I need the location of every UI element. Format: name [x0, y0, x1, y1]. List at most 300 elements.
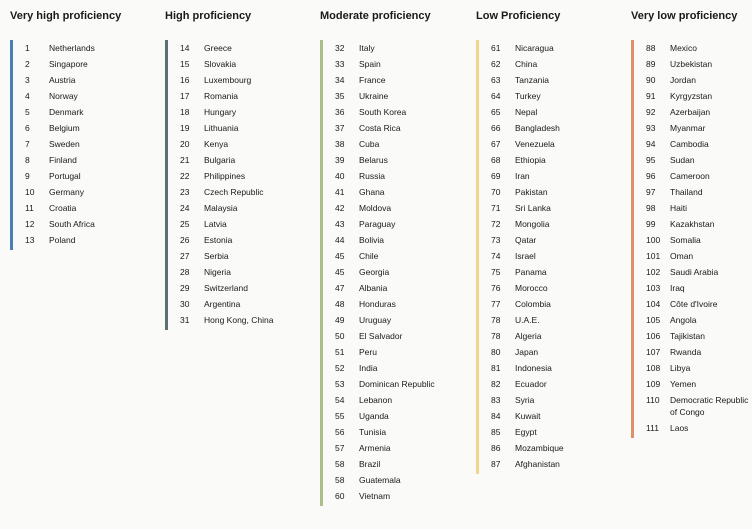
country-name: Brazil [359, 459, 381, 469]
country-name: Malaysia [204, 203, 238, 213]
country-name: Iraq [670, 283, 685, 293]
country-name: Finland [49, 155, 77, 165]
band-color-bar [631, 40, 634, 438]
country-name: Kuwait [515, 411, 541, 421]
country-name: Japan [515, 347, 539, 357]
rank-number: 104 [646, 299, 661, 309]
country-name: Israel [515, 251, 536, 261]
rank-number: 91 [646, 91, 656, 101]
country-name: Thailand [670, 187, 703, 197]
country-row [646, 330, 752, 342]
country-name: Rwanda [670, 347, 702, 357]
country-row [180, 186, 286, 198]
rank-number: 96 [646, 171, 656, 181]
country-name: Albania [359, 283, 388, 293]
country-name: Greece [204, 43, 232, 53]
country-name: Chile [359, 251, 379, 261]
country-row [491, 234, 597, 246]
country-row [335, 330, 441, 342]
country-name: Pakistan [515, 187, 548, 197]
country-row [491, 218, 597, 230]
country-row [180, 154, 286, 166]
country-name: Cuba [359, 139, 380, 149]
rank-number: 84 [491, 411, 501, 421]
column-title: Moderate proficiency [320, 10, 431, 22]
country-name: Haiti [670, 203, 688, 213]
rank-number: 83 [491, 395, 501, 405]
rank-number: 78 [491, 315, 501, 325]
rank-number: 34 [335, 75, 345, 85]
rank-number: 49 [335, 315, 345, 325]
rank-number: 109 [646, 379, 661, 389]
country-name: Moldova [359, 203, 392, 213]
rank-number: 40 [335, 171, 345, 181]
country-row [335, 314, 441, 326]
country-row [646, 234, 752, 246]
country-row [335, 378, 441, 390]
rank-number: 95 [646, 155, 656, 165]
country-row [646, 154, 752, 166]
rank-number: 1 [25, 43, 30, 53]
rank-number: 43 [335, 219, 345, 229]
rank-number: 31 [180, 315, 190, 325]
country-name: Czech Republic [204, 187, 264, 197]
rank-number: 107 [646, 347, 661, 357]
country-row [25, 170, 131, 182]
country-name: Spain [359, 59, 381, 69]
rank-number: 25 [180, 219, 190, 229]
country-name: Mexico [670, 43, 697, 53]
country-row [25, 122, 131, 134]
rank-number: 57 [335, 443, 345, 453]
country-row [335, 250, 441, 262]
rank-number: 64 [491, 91, 501, 101]
country-name: Angola [670, 315, 697, 325]
rank-number: 22 [180, 171, 190, 181]
country-name: Oman [670, 251, 694, 261]
rank-number: 2 [25, 59, 30, 69]
rank-number: 50 [335, 331, 345, 341]
country-name: Poland [49, 235, 76, 245]
country-name: Lithuania [204, 123, 239, 133]
country-name: Philippines [204, 171, 246, 181]
country-row [646, 250, 752, 262]
country-name: Germany [49, 187, 84, 197]
rank-number: 78 [491, 331, 501, 341]
rank-number: 28 [180, 267, 190, 277]
country-row [180, 58, 286, 70]
rank-number: 90 [646, 75, 656, 85]
country-name: Portugal [49, 171, 81, 181]
rank-number: 47 [335, 283, 345, 293]
country-name: Venezuela [515, 139, 555, 149]
country-row [25, 218, 131, 230]
country-row [180, 138, 286, 150]
country-name: Egypt [515, 427, 537, 437]
rank-number: 88 [646, 43, 656, 53]
country-name: Morocco [515, 283, 548, 293]
country-row [491, 74, 597, 86]
country-row [335, 42, 441, 54]
rank-number: 108 [646, 363, 661, 373]
country-row [180, 234, 286, 246]
rank-number: 87 [491, 459, 501, 469]
country-name: Kenya [204, 139, 229, 149]
country-row [25, 202, 131, 214]
country-name: Bolivia [359, 235, 385, 245]
rank-number: 76 [491, 283, 501, 293]
country-row [491, 410, 597, 422]
country-row [646, 90, 752, 102]
rank-number: 21 [180, 155, 190, 165]
rank-number: 99 [646, 219, 656, 229]
country-row [646, 42, 752, 54]
country-name: Myanmar [670, 123, 706, 133]
country-name: Bangladesh [515, 123, 560, 133]
country-row [335, 362, 441, 374]
country-name: Sudan [670, 155, 695, 165]
band-color-bar [320, 40, 323, 506]
country-name: Costa Rica [359, 123, 401, 133]
country-name: Norway [49, 91, 78, 101]
rank-number: 9 [25, 171, 30, 181]
country-row [491, 106, 597, 118]
country-row [180, 122, 286, 134]
country-row [335, 170, 441, 182]
country-name: Cameroon [670, 171, 710, 181]
rank-number: 93 [646, 123, 656, 133]
country-row [646, 282, 752, 294]
rank-number: 10 [25, 187, 35, 197]
country-name: Paraguay [359, 219, 396, 229]
country-name: Luxembourg [204, 75, 252, 85]
column-title: Very high proficiency [10, 10, 122, 22]
rank-number: 101 [646, 251, 661, 261]
country-row [335, 90, 441, 102]
country-row [491, 42, 597, 54]
country-row [180, 202, 286, 214]
country-row [646, 218, 752, 230]
country-name: France [359, 75, 386, 85]
country-name: Vietnam [359, 491, 391, 501]
country-row [646, 422, 752, 434]
country-name: Iran [515, 171, 530, 181]
country-row [180, 314, 286, 326]
country-name: Singapore [49, 59, 88, 69]
country-name: Ghana [359, 187, 385, 197]
column-title: Very low proficiency [631, 10, 738, 22]
country-row [25, 234, 131, 246]
country-name: Turkey [515, 91, 541, 101]
rank-number: 58 [335, 459, 345, 469]
rank-number: 70 [491, 187, 501, 197]
country-row [491, 138, 597, 150]
rank-number: 8 [25, 155, 30, 165]
country-row [491, 186, 597, 198]
country-row [491, 282, 597, 294]
country-name: Kazakhstan [670, 219, 715, 229]
rank-number: 18 [180, 107, 190, 117]
rank-number: 68 [491, 155, 501, 165]
country-row [646, 122, 752, 134]
rank-number: 63 [491, 75, 501, 85]
country-name: Croatia [49, 203, 77, 213]
country-row [491, 250, 597, 262]
country-row [491, 346, 597, 358]
rank-number: 3 [25, 75, 30, 85]
rank-number: 39 [335, 155, 345, 165]
country-name: Kyrgyzstan [670, 91, 713, 101]
country-name: Nigeria [204, 267, 231, 277]
country-list [335, 42, 441, 506]
country-row [646, 202, 752, 214]
country-row [491, 394, 597, 406]
country-name: Saudi Arabia [670, 267, 719, 277]
rank-number: 61 [491, 43, 501, 53]
country-row [335, 346, 441, 358]
country-row [25, 106, 131, 118]
country-name: Afghanistan [515, 459, 560, 469]
rank-number: 16 [180, 75, 190, 85]
country-name: Bulgaria [204, 155, 236, 165]
country-row [646, 298, 752, 310]
country-name: South Korea [359, 107, 407, 117]
country-list [180, 42, 286, 330]
rank-number: 17 [180, 91, 190, 101]
country-row [25, 74, 131, 86]
country-row [335, 138, 441, 150]
country-name: Lebanon [359, 395, 393, 405]
country-name: Uganda [359, 411, 389, 421]
band-color-bar [165, 40, 168, 330]
country-name: Belarus [359, 155, 388, 165]
country-name: Honduras [359, 299, 396, 309]
country-name: Panama [515, 267, 547, 277]
country-row [335, 58, 441, 70]
rank-number: 102 [646, 267, 661, 277]
country-list [491, 42, 597, 474]
rank-number: 35 [335, 91, 345, 101]
country-row [646, 266, 752, 278]
country-row [335, 474, 441, 486]
country-name: Côte d'Ivoire [670, 299, 718, 309]
rank-number: 65 [491, 107, 501, 117]
rank-number: 45 [335, 251, 345, 261]
rank-number: 20 [180, 139, 190, 149]
country-list [25, 42, 131, 250]
country-row [335, 74, 441, 86]
rank-number: 41 [335, 187, 345, 197]
rank-number: 33 [335, 59, 345, 69]
country-row [180, 170, 286, 182]
country-name: Argentina [204, 299, 241, 309]
rank-number: 51 [335, 347, 345, 357]
country-row [180, 282, 286, 294]
rank-number: 30 [180, 299, 190, 309]
country-list [646, 42, 752, 438]
country-row [335, 202, 441, 214]
country-row [646, 106, 752, 118]
rank-number: 14 [180, 43, 190, 53]
country-name: Ukraine [359, 91, 389, 101]
country-row [491, 298, 597, 310]
rank-number: 103 [646, 283, 661, 293]
rank-number: 62 [491, 59, 501, 69]
rank-number: 6 [25, 123, 30, 133]
country-name: China [515, 59, 538, 69]
country-row [646, 138, 752, 150]
country-row [335, 394, 441, 406]
country-name: Yemen [670, 379, 697, 389]
country-name: Uzbekistan [670, 59, 713, 69]
rank-number: 77 [491, 299, 501, 309]
country-row [180, 218, 286, 230]
country-name: Hungary [204, 107, 237, 117]
country-row [335, 234, 441, 246]
country-name: Mongolia [515, 219, 550, 229]
column-title: Low Proficiency [476, 10, 561, 22]
rank-number: 72 [491, 219, 501, 229]
country-row [335, 458, 441, 470]
rank-number: 106 [646, 331, 661, 341]
country-name: Sweden [49, 139, 80, 149]
country-row [491, 442, 597, 454]
country-row [491, 154, 597, 166]
rank-number: 53 [335, 379, 345, 389]
country-name: Indonesia [515, 363, 552, 373]
rank-number: 56 [335, 427, 345, 437]
country-row [25, 90, 131, 102]
country-name: Serbia [204, 251, 229, 261]
band-color-bar [476, 40, 479, 474]
country-name: Uruguay [359, 315, 392, 325]
country-row [335, 266, 441, 278]
country-name: Democratic Republic of Congo [670, 395, 749, 417]
country-row [180, 250, 286, 262]
rank-number: 74 [491, 251, 501, 261]
country-row [335, 282, 441, 294]
country-name: Dominican Republic [359, 379, 435, 389]
country-row [491, 122, 597, 134]
country-name: Belgium [49, 123, 80, 133]
band-color-bar [10, 40, 13, 250]
rank-number: 19 [180, 123, 190, 133]
country-name: Guatemala [359, 475, 401, 485]
country-row [646, 314, 752, 326]
country-name: Laos [670, 423, 689, 433]
country-name: Cambodia [670, 139, 709, 149]
country-row [180, 298, 286, 310]
rank-number: 110 [646, 395, 660, 405]
country-name: Peru [359, 347, 377, 357]
rank-number: 105 [646, 315, 661, 325]
rank-number: 69 [491, 171, 501, 181]
rank-number: 24 [180, 203, 190, 213]
country-name: Ecuador [515, 379, 547, 389]
country-row [646, 378, 752, 390]
rank-number: 54 [335, 395, 345, 405]
country-name: Ethiopia [515, 155, 546, 165]
country-row [491, 330, 597, 342]
rank-number: 42 [335, 203, 345, 213]
column-title: High proficiency [165, 10, 252, 22]
rank-number: 100 [646, 235, 661, 245]
country-row [25, 154, 131, 166]
country-row [335, 154, 441, 166]
rank-number: 45 [335, 267, 345, 277]
rank-number: 97 [646, 187, 656, 197]
country-row [335, 410, 441, 422]
rank-number: 55 [335, 411, 345, 421]
rank-number: 89 [646, 59, 656, 69]
rank-number: 98 [646, 203, 656, 213]
rank-number: 66 [491, 123, 501, 133]
rank-number: 92 [646, 107, 656, 117]
country-row [335, 426, 441, 438]
country-name: Tunisia [359, 427, 387, 437]
country-row [646, 346, 752, 358]
rank-number: 4 [25, 91, 30, 101]
rank-number: 67 [491, 139, 501, 149]
rank-number: 85 [491, 427, 501, 437]
rank-number: 48 [335, 299, 345, 309]
country-name: Switzerland [204, 283, 248, 293]
rank-number: 26 [180, 235, 190, 245]
country-row [491, 170, 597, 182]
country-name: India [359, 363, 378, 373]
country-name: Hong Kong, China [204, 315, 274, 325]
rank-number: 73 [491, 235, 501, 245]
country-name: Somalia [670, 235, 701, 245]
country-row [646, 58, 752, 70]
country-row [335, 490, 441, 502]
country-name: Algeria [515, 331, 542, 341]
country-row [335, 106, 441, 118]
country-name: Slovakia [204, 59, 237, 69]
country-row [491, 202, 597, 214]
country-name: South Africa [49, 219, 95, 229]
country-name: Armenia [359, 443, 391, 453]
country-name: Romania [204, 91, 239, 101]
country-row [646, 186, 752, 198]
country-row [646, 394, 752, 418]
country-row [646, 170, 752, 182]
rank-number: 36 [335, 107, 345, 117]
country-row [646, 362, 752, 374]
country-row [335, 298, 441, 310]
rank-number: 80 [491, 347, 501, 357]
country-name: U.A.E. [515, 315, 540, 325]
country-row [491, 426, 597, 438]
country-name: Sri Lanka [515, 203, 551, 213]
country-name: El Salvador [359, 331, 403, 341]
country-row [180, 90, 286, 102]
country-row [491, 314, 597, 326]
country-row [491, 90, 597, 102]
country-row [180, 266, 286, 278]
country-name: Denmark [49, 107, 84, 117]
rank-number: 86 [491, 443, 501, 453]
country-name: Estonia [204, 235, 233, 245]
rank-number: 75 [491, 267, 501, 277]
country-name: Syria [515, 395, 535, 405]
rank-number: 32 [335, 43, 345, 53]
country-name: Tanzania [515, 75, 550, 85]
country-name: Nicaragua [515, 43, 554, 53]
country-row [491, 58, 597, 70]
rank-number: 38 [335, 139, 345, 149]
rank-number: 12 [25, 219, 35, 229]
